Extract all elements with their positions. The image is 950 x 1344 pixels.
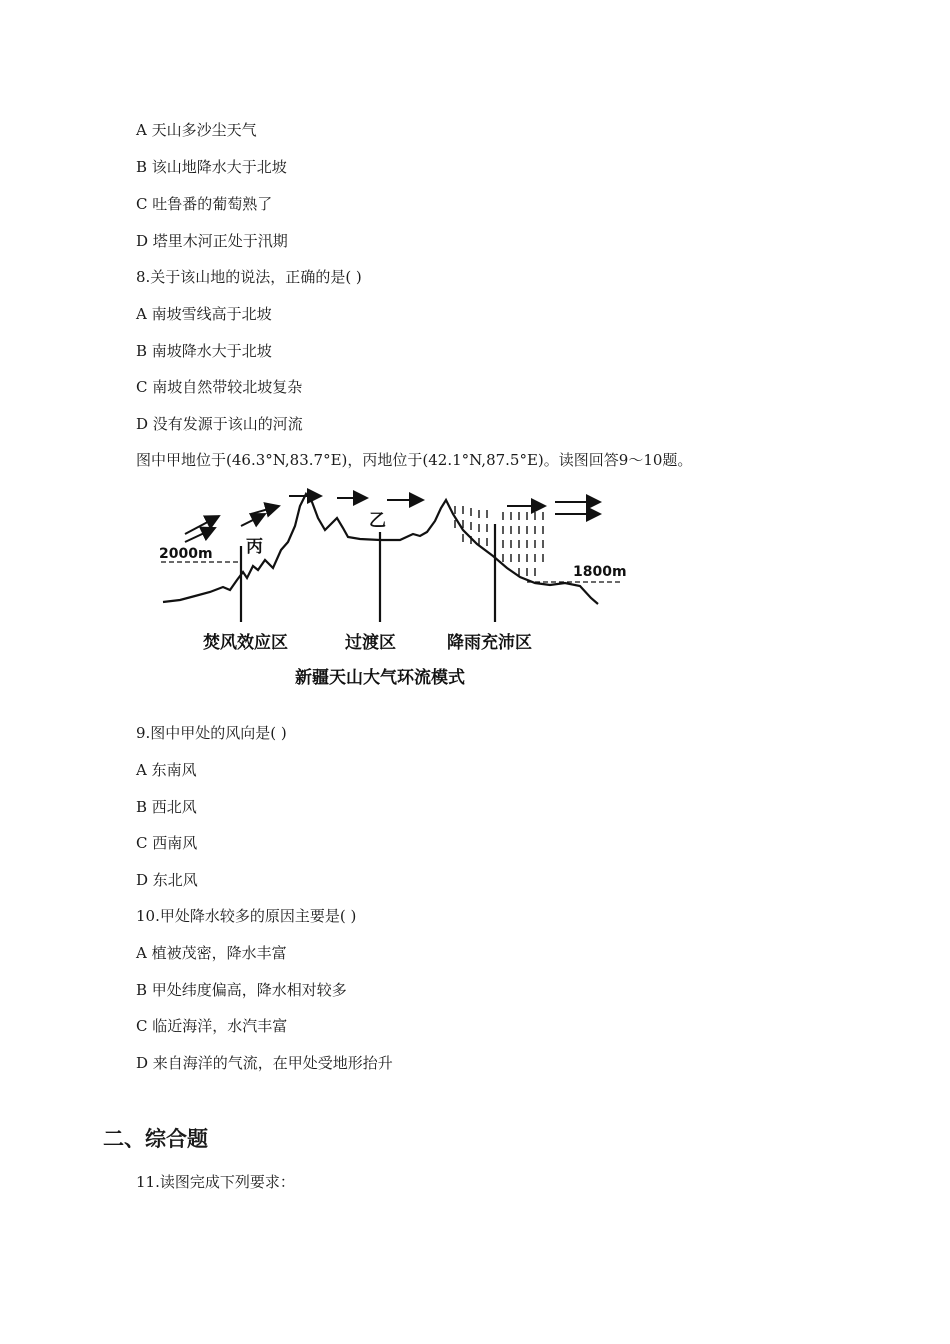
rain-dashes [455, 506, 543, 576]
q9-option-a: A 东南风 [136, 761, 197, 779]
q8-stem: 8.关于该山地的说法，正确的是( ) [136, 268, 362, 286]
zone-foehn: 焚风效应区 [203, 633, 288, 653]
q8-option-c: C 南坡自然带较北坡复杂 [136, 378, 303, 396]
q9-option-c: C 西南风 [136, 834, 198, 852]
label-bing: 丙 [246, 537, 263, 557]
q7-option-d: D 塔里木河正处于汛期 [136, 232, 288, 250]
q11-stem: 11.读图完成下列要求： [136, 1173, 295, 1191]
q7-option-a: A 天山多沙尘天气 [136, 121, 257, 139]
q7-option-c: C 吐鲁番的葡萄熟了 [136, 195, 273, 213]
intro-text: 图中甲地位于(46.3°N,83.7°E)，丙地位于(42.1°N,87.5°E)。读图回答9～10题。 [136, 451, 693, 469]
label-1800m: 1800m [573, 564, 627, 580]
q8-option-b: B 南坡降水大于北坡 [136, 342, 272, 360]
q8-option-d: D 没有发源于该山的河流 [136, 415, 303, 433]
q10-option-d: D 来自海洋的气流，在甲处受地形抬升 [136, 1054, 393, 1072]
q10-stem: 10.甲处降水较多的原因主要是( ) [136, 907, 357, 925]
zone-transition: 过渡区 [345, 633, 396, 653]
q7-option-b: B 该山地降水大于北坡 [136, 158, 287, 176]
q10-option-c: C 临近海洋，水汽丰富 [136, 1017, 288, 1035]
label-yi: 乙 [369, 511, 386, 531]
q9-option-d: D 东北风 [136, 871, 198, 889]
q10-option-b: B 甲处纬度偏高，降水相对较多 [136, 981, 347, 999]
zone-rain: 降雨充沛区 [447, 633, 532, 653]
section-title: 二、综合题 [103, 1127, 208, 1151]
tianshan-circulation-figure [155, 484, 635, 699]
q8-option-a: A 南坡雪线高于北坡 [136, 305, 272, 323]
label-2000m: 2000m [159, 546, 213, 562]
wind-arrows [185, 496, 600, 542]
figure-caption: 新疆天山大气环流模式 [295, 668, 465, 688]
q9-stem: 9.图中甲处的风向是( ) [136, 724, 287, 742]
q10-option-a: A 植被茂密，降水丰富 [136, 944, 287, 962]
figure-svg [155, 484, 635, 699]
q9-option-b: B 西北风 [136, 798, 197, 816]
